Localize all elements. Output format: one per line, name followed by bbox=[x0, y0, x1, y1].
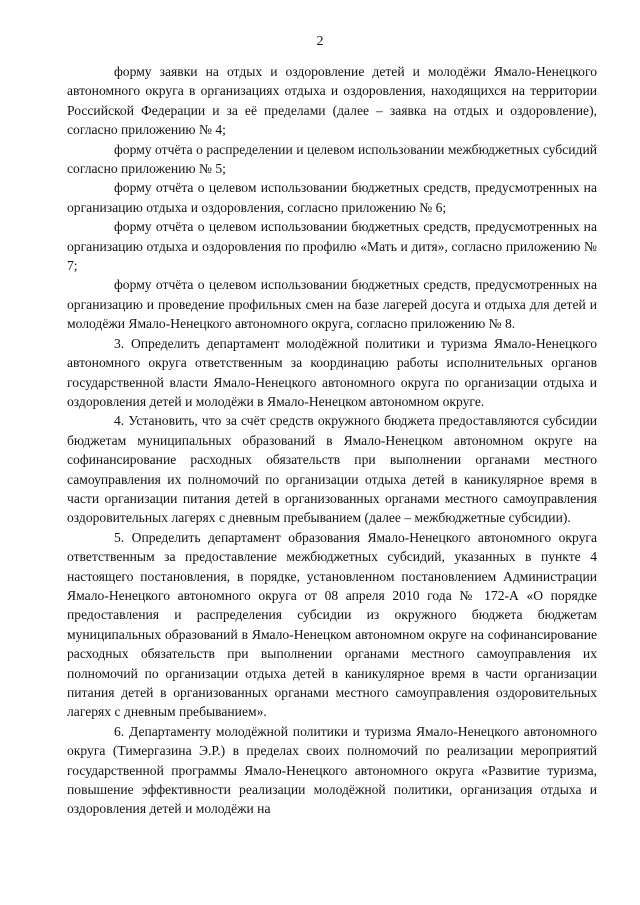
document-body bbox=[67, 62, 597, 819]
paragraph-item-6: 6. Департаменту молодёжной политики и туризма Ямало-Ненецкого автономного округа (Тимергазина Э.Р.) в пределах своих полномочий по реализации мероприятий государственной программы Ямало-Ненецкого автономного округа «Развитие туризма, повышение эффективности реализации молодёжной политики, организация отдыха и оздоровления детей и молодёжи на bbox=[67, 723, 597, 817]
page-number: 2 bbox=[316, 34, 324, 49]
paragraph-item-4: 4. Установить, что за счёт средств окружного бюджета предоставляются субсидии бюджетам муниципальных образований в Ямало-Ненецком автономном округе на софинансирование расходных обязательств при выполнении органами местного самоуправления их полномочий по организации отдыха детей в каникулярное время в части организации питания детей в организованных органами местного самоуправления оздоровительных лагерях с дневным пребыванием (далее – межбюджетные субсидии). bbox=[67, 413, 597, 526]
paragraph-item-5: 5. Определить департамент образования Ямало-Ненецкого автономного округа ответственным за предоставление межбюджетных субсидий, указанных в пункте 4 настоящего постановления, в порядке, установленном постановлением Администрации Ямало-Ненецкого автономного округа от 08 апреля 2010 года № 172-А «О порядке предоставления и распределения субсидии из окружного бюджета бюджетам муниципальных образований в Ямало-Ненецком автономном округе на софинансирование расходных обязательств при выполнении органами местного самоуправления их полномочий по организации отдыха детей в каникулярное время в части организации питания детей в организованных органами местного самоуправления оздоровительных лагерях с дневным пребыванием». bbox=[67, 529, 597, 720]
paragraph-form-report-mother-child: форму отчёта о целевом использовании бюджетных средств, предусмотренных на организацию отдыха и оздоровления по профилю «Мать и дитя», согласно приложению № 7; bbox=[67, 219, 597, 274]
paragraph-form-report-recreation: форму отчёта о целевом использовании бюджетных средств, предусмотренных на организацию отдыха и оздоровления, согласно приложению № 6; bbox=[67, 180, 597, 215]
paragraph-item-3: 3. Определить департамент молодёжной политики и туризма Ямало-Ненецкого автономного округа ответственным за координацию работы исполнительных органов государственной власти Ямало-Ненецкого автономного округа по организации отдыха и оздоровления детей и молодёжи в Ямало-Ненецком автономном округе. bbox=[67, 335, 597, 409]
paragraph-form-report-subsidies: форму отчёта о распределении и целевом использовании межбюджетных субсидий согласно приложению № 5; bbox=[67, 141, 597, 177]
paragraph-form-report-shifts: форму отчёта о целевом использовании бюджетных средств, предусмотренных на организацию и проведение профильных смен на базе лагерей досуга и отдыха для детей и молодёжи Ямало-Ненецкого автономного округа, согласно приложению № 8. bbox=[67, 277, 597, 332]
paragraph-form-application: форму заявки на отдых и оздоровление детей и молодёжи Ямало-Ненецкого автономного округа в организациях отдыха и оздоровления, находящихся на территории Российской Федерации и за её пределами (далее – заявка на отдых и оздоровление), согласно приложению № 4; bbox=[67, 64, 597, 138]
